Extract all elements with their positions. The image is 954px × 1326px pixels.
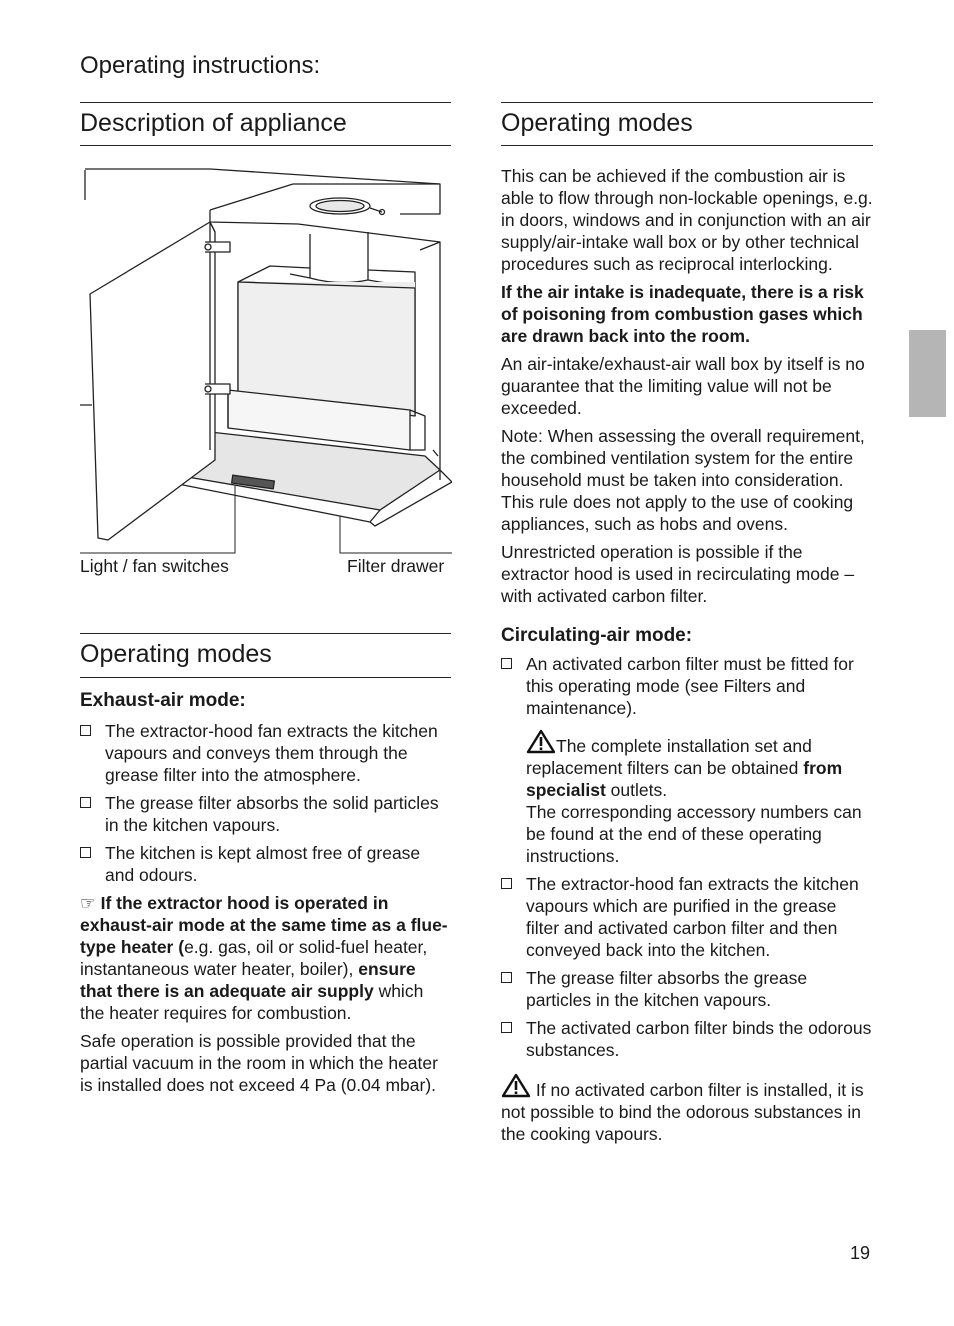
left-column-content [80,690,451,1096]
checkbox-bullet-icon [80,725,91,736]
list-item: The kitchen is kept almost free of grease and odours. [80,842,451,886]
pointing-hand-icon: ☞ [80,893,96,913]
checkbox-bullet-icon [80,847,91,858]
warning-note: The complete installation set and replacement filters can be obtained from specialist outlets. The corresponding accessory numbers can be found at the end of these operating instructions. [501,729,873,867]
divider [80,102,451,103]
safe-operation-text: Safe operation is possible provided that the partial vacuum in the room in which the heater is installed does not exceed 4 Pa (0.04 mbar). [80,1031,438,1095]
operating-modes-heading-right: Operating modes [501,109,693,137]
checkbox-bullet-icon [501,972,512,983]
warning-icon [501,1073,531,1098]
label-light-fan-switches: Light / fan switches [80,556,229,576]
appliance-illustration [80,160,452,560]
divider [501,145,873,146]
operating-modes-heading: Operating modes [80,640,272,668]
page-number: 19 [850,1243,871,1263]
note-paragraph: ☞ If the extractor hood is operated in exhaust-air mode at the same time as a flue-type heater (e.g. gas, oil or solid-fuel heater, instantaneous water heater, boiler), ensure that there is an adequate air supply which the heater requires for combustion. [80,893,448,1023]
page-title: Operating instructions: [80,52,321,79]
list-item: The grease filter absorbs the solid particles in the kitchen vapours. [80,792,451,836]
divider [80,633,451,634]
warning-note-carbon: If no activated carbon filter is installed, it is not possible to bind the odorous substances in the cooking vapours. [501,1073,873,1145]
paragraph: This can be achieved if the combustion air is able to flow through non-lockable openings, e.g. in doors, windows and in conjunction with an air supply/air-intake wall box or by other technical procedures such as reciprocal interlocking. [501,166,873,274]
paragraph: Unrestricted operation is possible if the extractor hood is used in recirculating mode – with activated carbon filter. [501,542,855,606]
paragraph: An air-intake/exhaust-air wall box by itself is no guarantee that the limiting value will not be exceeded. [501,354,865,418]
warning-icon [526,729,556,754]
list-item: An activated carbon filter must be fitted for this operating mode (see Filters and maintenance). [501,653,873,719]
list-item: The extractor-hood fan extracts the kitchen vapours and conveys them through the grease filter into the atmosphere. [80,720,451,786]
description-heading: Description of appliance [80,109,347,137]
circulating-air-heading: Circulating-air mode: [501,625,693,646]
paragraph: Note: When assessing the overall requirement, the combined ventilation system for the entire household must be taken into consideration. This rule does not apply to the use of cooking appliances, such as hobs and ovens. [501,426,865,534]
checkbox-bullet-icon [501,1022,512,1033]
label-filter-drawer: Filter drawer [347,556,445,576]
list-item: The activated carbon filter binds the odorous substances. [501,1017,873,1061]
list-item: The extractor-hood fan extracts the kitchen vapours which are purified in the grease filter and activated carbon filter and then conveyed back into the kitchen. [501,873,873,961]
list-item: The grease filter absorbs the grease particles in the kitchen vapours. [501,967,873,1011]
checkbox-bullet-icon [80,797,91,808]
checkbox-bullet-icon [501,658,512,669]
divider [80,145,451,146]
warning-paragraph: If the air intake is inadequate, there is a risk of poisoning from combustion gases which are drawn back into the room. [501,282,864,346]
divider [501,102,873,103]
exhaust-air-heading: Exhaust-air mode: [80,690,246,711]
right-column-content [501,165,873,1145]
checkbox-bullet-icon [501,878,512,889]
divider [80,677,451,678]
section-tab-marker [909,330,946,417]
